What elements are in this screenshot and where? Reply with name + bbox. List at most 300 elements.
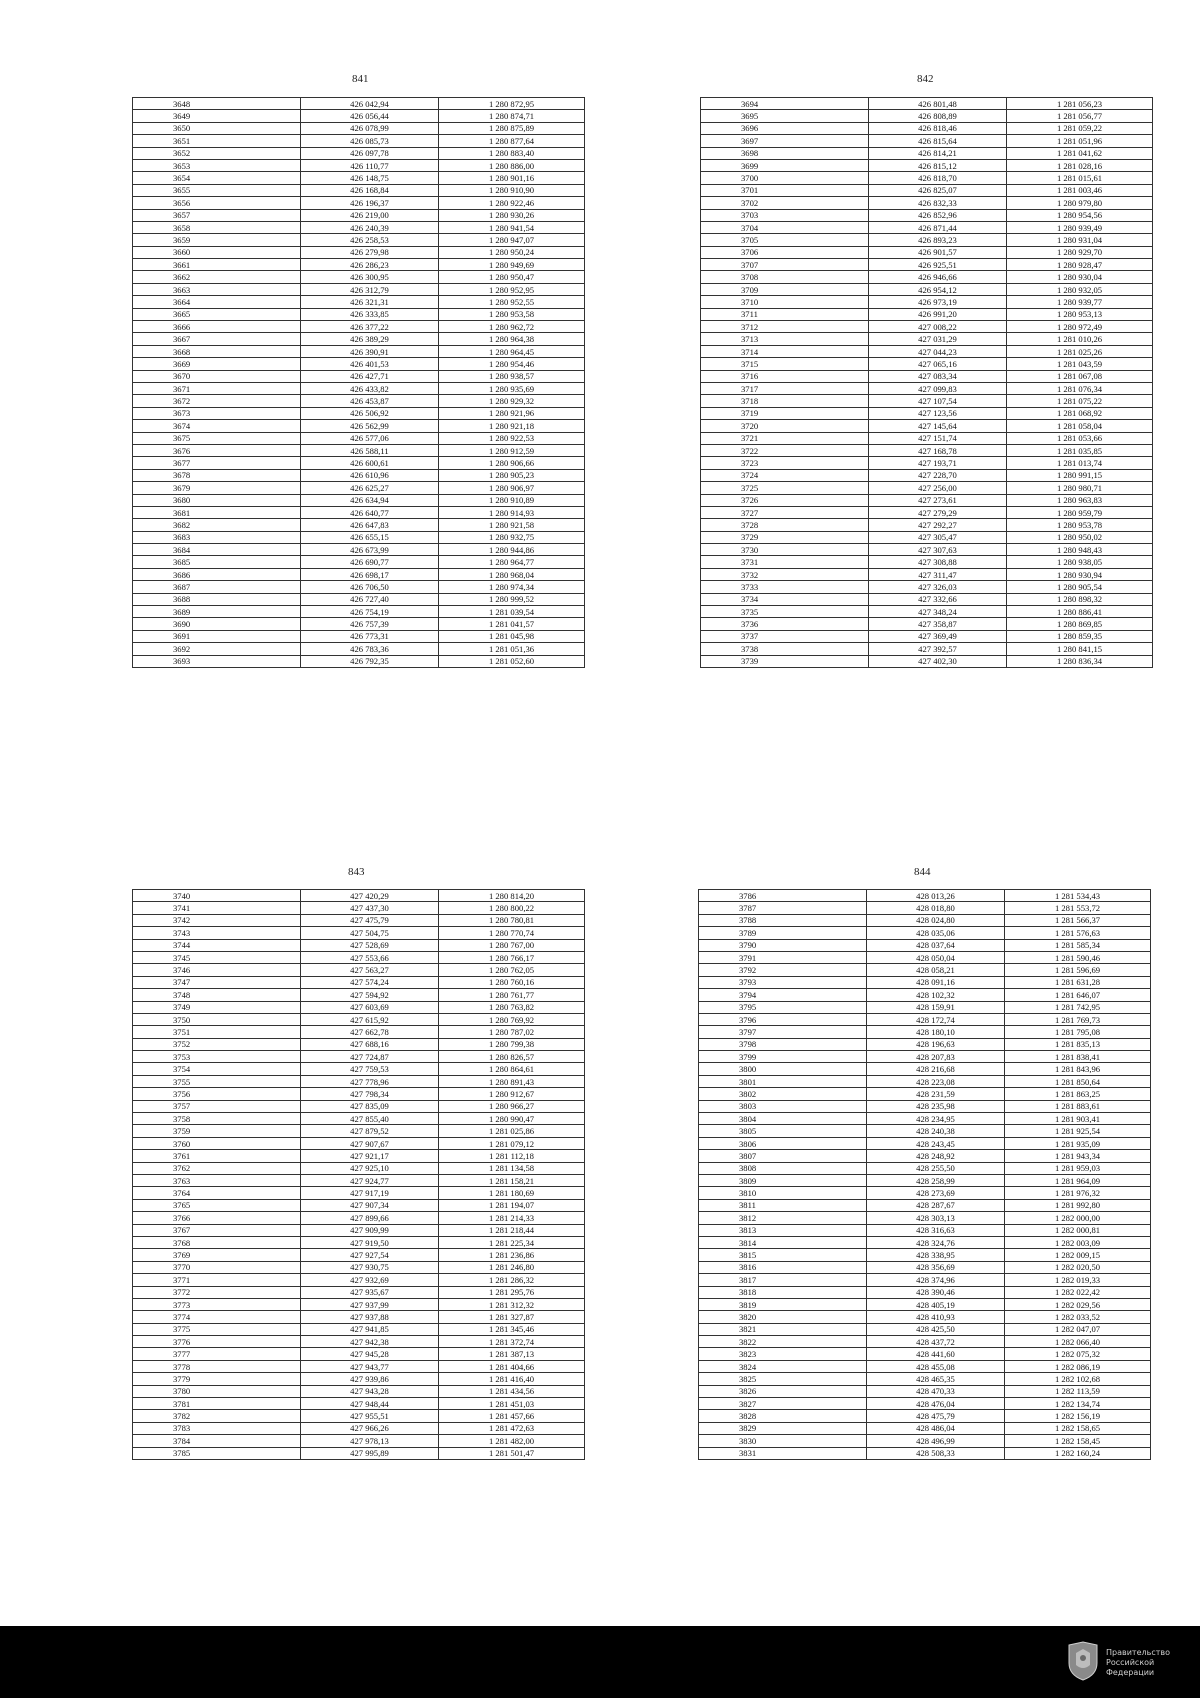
point-number-cell: 3721 bbox=[701, 432, 869, 444]
x-coordinate-cell: 428 159,91 bbox=[867, 1001, 1005, 1013]
y-coordinate-cell: 1 280 914,93 bbox=[439, 506, 585, 518]
x-coordinate-cell: 426 333,85 bbox=[301, 308, 439, 320]
table-row bbox=[699, 1398, 1151, 1410]
x-coordinate-cell: 428 216,68 bbox=[867, 1063, 1005, 1075]
y-coordinate-cell: 1 282 003,09 bbox=[1005, 1236, 1151, 1248]
table-row bbox=[699, 989, 1151, 1001]
y-coordinate-cell: 1 280 999,52 bbox=[439, 593, 585, 605]
y-coordinate-cell: 1 282 022,42 bbox=[1005, 1286, 1151, 1298]
y-coordinate-cell: 1 281 795,08 bbox=[1005, 1026, 1151, 1038]
y-coordinate-cell: 1 281 935,09 bbox=[1005, 1137, 1151, 1149]
point-number-cell: 3728 bbox=[701, 519, 869, 531]
table-row bbox=[133, 519, 585, 531]
point-number-cell: 3828 bbox=[699, 1410, 867, 1422]
x-coordinate-cell: 426 991,20 bbox=[869, 308, 1007, 320]
y-coordinate-cell: 1 281 158,21 bbox=[439, 1174, 585, 1186]
point-number-cell: 3656 bbox=[133, 197, 301, 209]
table-row bbox=[699, 1311, 1151, 1323]
y-coordinate-cell: 1 281 067,08 bbox=[1007, 370, 1153, 382]
y-coordinate-cell: 1 280 964,38 bbox=[439, 333, 585, 345]
point-number-cell: 3781 bbox=[133, 1398, 301, 1410]
table-row bbox=[699, 914, 1151, 926]
point-number-cell: 3701 bbox=[701, 184, 869, 196]
coordinates-table bbox=[132, 97, 585, 668]
table-row bbox=[699, 1298, 1151, 1310]
table-row bbox=[133, 172, 585, 184]
table-row bbox=[133, 618, 585, 630]
table-row bbox=[699, 1348, 1151, 1360]
y-coordinate-cell: 1 280 974,34 bbox=[439, 581, 585, 593]
table-row bbox=[133, 296, 585, 308]
y-coordinate-cell: 1 282 102,68 bbox=[1005, 1373, 1151, 1385]
point-number-cell: 3730 bbox=[701, 544, 869, 556]
x-coordinate-cell: 426 801,48 bbox=[869, 98, 1007, 110]
point-number-cell: 3725 bbox=[701, 482, 869, 494]
x-coordinate-cell: 428 102,32 bbox=[867, 989, 1005, 1001]
x-coordinate-cell: 427 594,92 bbox=[301, 989, 439, 1001]
y-coordinate-cell: 1 281 056,23 bbox=[1007, 98, 1153, 110]
point-number-cell: 3734 bbox=[701, 593, 869, 605]
table-row bbox=[133, 1113, 585, 1125]
point-number-cell: 3803 bbox=[699, 1100, 867, 1112]
point-number-cell: 3731 bbox=[701, 556, 869, 568]
table-row bbox=[133, 1038, 585, 1050]
x-coordinate-cell: 428 324,76 bbox=[867, 1236, 1005, 1248]
x-coordinate-cell: 426 219,00 bbox=[301, 209, 439, 221]
x-coordinate-cell: 426 042,94 bbox=[301, 98, 439, 110]
y-coordinate-cell: 1 280 966,27 bbox=[439, 1100, 585, 1112]
point-number-cell: 3754 bbox=[133, 1063, 301, 1075]
point-number-cell: 3661 bbox=[133, 259, 301, 271]
y-coordinate-cell: 1 281 076,34 bbox=[1007, 382, 1153, 394]
y-coordinate-cell: 1 282 113,59 bbox=[1005, 1385, 1151, 1397]
x-coordinate-cell: 427 392,57 bbox=[869, 643, 1007, 655]
y-coordinate-cell: 1 280 767,00 bbox=[439, 939, 585, 951]
point-number-cell: 3715 bbox=[701, 358, 869, 370]
y-coordinate-cell: 1 280 939,49 bbox=[1007, 221, 1153, 233]
x-coordinate-cell: 427 948,44 bbox=[301, 1398, 439, 1410]
table-row bbox=[701, 147, 1153, 159]
y-coordinate-cell: 1 281 387,13 bbox=[439, 1348, 585, 1360]
point-number-cell: 3785 bbox=[133, 1447, 301, 1459]
x-coordinate-cell: 427 955,51 bbox=[301, 1410, 439, 1422]
point-number-cell: 3774 bbox=[133, 1311, 301, 1323]
coordinates-table bbox=[132, 889, 585, 1460]
x-coordinate-cell: 428 356,69 bbox=[867, 1261, 1005, 1273]
point-number-cell: 3690 bbox=[133, 618, 301, 630]
y-coordinate-cell: 1 281 472,63 bbox=[439, 1422, 585, 1434]
point-number-cell: 3663 bbox=[133, 283, 301, 295]
point-number-cell: 3766 bbox=[133, 1212, 301, 1224]
x-coordinate-cell: 427 420,29 bbox=[301, 890, 439, 902]
point-number-cell: 3783 bbox=[133, 1422, 301, 1434]
point-number-cell: 3741 bbox=[133, 902, 301, 914]
y-coordinate-cell: 1 280 931,04 bbox=[1007, 234, 1153, 246]
y-coordinate-cell: 1 281 457,66 bbox=[439, 1410, 585, 1422]
x-coordinate-cell: 428 475,79 bbox=[867, 1410, 1005, 1422]
x-coordinate-cell: 428 465,35 bbox=[867, 1373, 1005, 1385]
y-coordinate-cell: 1 281 850,64 bbox=[1005, 1075, 1151, 1087]
point-number-cell: 3659 bbox=[133, 234, 301, 246]
table-row bbox=[133, 1373, 585, 1385]
point-number-cell: 3694 bbox=[701, 98, 869, 110]
table-row bbox=[133, 1274, 585, 1286]
x-coordinate-cell: 428 240,38 bbox=[867, 1125, 1005, 1137]
x-coordinate-cell: 427 168,78 bbox=[869, 444, 1007, 456]
x-coordinate-cell: 428 390,46 bbox=[867, 1286, 1005, 1298]
point-number-cell: 3771 bbox=[133, 1274, 301, 1286]
point-number-cell: 3801 bbox=[699, 1075, 867, 1087]
point-number-cell: 3820 bbox=[699, 1311, 867, 1323]
table-row bbox=[701, 159, 1153, 171]
table-row bbox=[701, 172, 1153, 184]
table-row bbox=[699, 1360, 1151, 1372]
x-coordinate-cell: 427 943,28 bbox=[301, 1385, 439, 1397]
x-coordinate-cell: 428 172,74 bbox=[867, 1013, 1005, 1025]
y-coordinate-cell: 1 280 922,46 bbox=[439, 197, 585, 209]
table-row bbox=[699, 1150, 1151, 1162]
y-coordinate-cell: 1 280 864,61 bbox=[439, 1063, 585, 1075]
x-coordinate-cell: 427 995,89 bbox=[301, 1447, 439, 1459]
table-row bbox=[133, 370, 585, 382]
point-number-cell: 3650 bbox=[133, 122, 301, 134]
point-number-cell: 3804 bbox=[699, 1113, 867, 1125]
point-number-cell: 3722 bbox=[701, 444, 869, 456]
point-number-cell: 3752 bbox=[133, 1038, 301, 1050]
y-coordinate-cell: 1 280 922,53 bbox=[439, 432, 585, 444]
y-coordinate-cell: 1 280 921,18 bbox=[439, 420, 585, 432]
point-number-cell: 3830 bbox=[699, 1435, 867, 1447]
y-coordinate-cell: 1 281 925,54 bbox=[1005, 1125, 1151, 1137]
x-coordinate-cell: 427 402,30 bbox=[869, 655, 1007, 667]
y-coordinate-cell: 1 280 952,55 bbox=[439, 296, 585, 308]
y-coordinate-cell: 1 280 762,05 bbox=[439, 964, 585, 976]
x-coordinate-cell: 427 083,34 bbox=[869, 370, 1007, 382]
point-number-cell: 3727 bbox=[701, 506, 869, 518]
table-row bbox=[133, 271, 585, 283]
point-number-cell: 3817 bbox=[699, 1274, 867, 1286]
point-number-cell: 3764 bbox=[133, 1187, 301, 1199]
table-row bbox=[133, 259, 585, 271]
x-coordinate-cell: 427 927,54 bbox=[301, 1249, 439, 1261]
table-row bbox=[133, 420, 585, 432]
point-number-cell: 3670 bbox=[133, 370, 301, 382]
table-row bbox=[133, 147, 585, 159]
table-row bbox=[133, 939, 585, 951]
y-coordinate-cell: 1 281 058,04 bbox=[1007, 420, 1153, 432]
y-coordinate-cell: 1 281 631,28 bbox=[1005, 976, 1151, 988]
y-coordinate-cell: 1 281 035,85 bbox=[1007, 444, 1153, 456]
y-coordinate-cell: 1 281 372,74 bbox=[439, 1336, 585, 1348]
table-row bbox=[701, 283, 1153, 295]
x-coordinate-cell: 426 097,78 bbox=[301, 147, 439, 159]
point-number-cell: 3770 bbox=[133, 1261, 301, 1273]
x-coordinate-cell: 427 917,19 bbox=[301, 1187, 439, 1199]
y-coordinate-cell: 1 280 954,46 bbox=[439, 358, 585, 370]
table-row bbox=[133, 951, 585, 963]
point-number-cell: 3680 bbox=[133, 494, 301, 506]
y-coordinate-cell: 1 282 009,15 bbox=[1005, 1249, 1151, 1261]
table-row bbox=[699, 1385, 1151, 1397]
point-number-cell: 3742 bbox=[133, 914, 301, 926]
point-number-cell: 3799 bbox=[699, 1051, 867, 1063]
table-row bbox=[133, 234, 585, 246]
x-coordinate-cell: 427 358,87 bbox=[869, 618, 1007, 630]
y-coordinate-cell: 1 280 939,77 bbox=[1007, 296, 1153, 308]
table-row bbox=[133, 927, 585, 939]
y-coordinate-cell: 1 280 763,82 bbox=[439, 1001, 585, 1013]
table-row bbox=[701, 655, 1153, 667]
y-coordinate-cell: 1 280 836,34 bbox=[1007, 655, 1153, 667]
x-coordinate-cell: 427 615,92 bbox=[301, 1013, 439, 1025]
table-row bbox=[133, 1286, 585, 1298]
table-row bbox=[701, 407, 1153, 419]
point-number-cell: 3811 bbox=[699, 1199, 867, 1211]
point-number-cell: 3664 bbox=[133, 296, 301, 308]
y-coordinate-cell: 1 280 950,02 bbox=[1007, 531, 1153, 543]
x-coordinate-cell: 427 925,10 bbox=[301, 1162, 439, 1174]
table-row bbox=[133, 1187, 585, 1199]
table-row bbox=[133, 345, 585, 357]
point-number-cell: 3653 bbox=[133, 159, 301, 171]
table-row bbox=[133, 1422, 585, 1434]
y-coordinate-cell: 1 281 112,18 bbox=[439, 1150, 585, 1162]
y-coordinate-cell: 1 281 590,46 bbox=[1005, 951, 1151, 963]
y-coordinate-cell: 1 280 877,64 bbox=[439, 135, 585, 147]
table-row bbox=[133, 1150, 585, 1162]
y-coordinate-cell: 1 280 898,32 bbox=[1007, 593, 1153, 605]
table-row bbox=[701, 457, 1153, 469]
y-coordinate-cell: 1 281 943,34 bbox=[1005, 1150, 1151, 1162]
point-number-cell: 3789 bbox=[699, 927, 867, 939]
point-number-cell: 3808 bbox=[699, 1162, 867, 1174]
point-number-cell: 3686 bbox=[133, 568, 301, 580]
point-number-cell: 3792 bbox=[699, 964, 867, 976]
point-number-cell: 3745 bbox=[133, 951, 301, 963]
point-number-cell: 3660 bbox=[133, 246, 301, 258]
x-coordinate-cell: 428 207,83 bbox=[867, 1051, 1005, 1063]
x-coordinate-cell: 428 470,33 bbox=[867, 1385, 1005, 1397]
point-number-cell: 3765 bbox=[133, 1199, 301, 1211]
x-coordinate-cell: 427 798,34 bbox=[301, 1088, 439, 1100]
y-coordinate-cell: 1 281 482,00 bbox=[439, 1435, 585, 1447]
point-number-cell: 3723 bbox=[701, 457, 869, 469]
point-number-cell: 3829 bbox=[699, 1422, 867, 1434]
point-number-cell: 3718 bbox=[701, 395, 869, 407]
x-coordinate-cell: 426 773,31 bbox=[301, 630, 439, 642]
point-number-cell: 3711 bbox=[701, 308, 869, 320]
table-row bbox=[701, 568, 1153, 580]
point-number-cell: 3743 bbox=[133, 927, 301, 939]
table-row bbox=[133, 1261, 585, 1273]
x-coordinate-cell: 426 562,99 bbox=[301, 420, 439, 432]
table-row bbox=[699, 1336, 1151, 1348]
x-coordinate-cell: 428 234,95 bbox=[867, 1113, 1005, 1125]
table-row bbox=[133, 1088, 585, 1100]
y-coordinate-cell: 1 281 416,40 bbox=[439, 1373, 585, 1385]
table-row bbox=[701, 246, 1153, 258]
point-number-cell: 3809 bbox=[699, 1174, 867, 1186]
point-number-cell: 3779 bbox=[133, 1373, 301, 1385]
x-coordinate-cell: 426 815,12 bbox=[869, 159, 1007, 171]
table-row bbox=[701, 531, 1153, 543]
y-coordinate-cell: 1 281 451,03 bbox=[439, 1398, 585, 1410]
point-number-cell: 3679 bbox=[133, 482, 301, 494]
x-coordinate-cell: 427 574,24 bbox=[301, 976, 439, 988]
x-coordinate-cell: 427 932,69 bbox=[301, 1274, 439, 1286]
point-number-cell: 3649 bbox=[133, 110, 301, 122]
y-coordinate-cell: 1 281 883,61 bbox=[1005, 1100, 1151, 1112]
x-coordinate-cell: 427 937,99 bbox=[301, 1298, 439, 1310]
x-coordinate-cell: 427 855,40 bbox=[301, 1113, 439, 1125]
y-coordinate-cell: 1 282 047,07 bbox=[1005, 1323, 1151, 1335]
x-coordinate-cell: 426 279,98 bbox=[301, 246, 439, 258]
x-coordinate-cell: 426 389,29 bbox=[301, 333, 439, 345]
y-coordinate-cell: 1 280 929,70 bbox=[1007, 246, 1153, 258]
x-coordinate-cell: 428 058,21 bbox=[867, 964, 1005, 976]
y-coordinate-cell: 1 282 000,00 bbox=[1005, 1212, 1151, 1224]
table-row bbox=[133, 283, 585, 295]
y-coordinate-cell: 1 280 787,02 bbox=[439, 1026, 585, 1038]
y-coordinate-cell: 1 282 075,32 bbox=[1005, 1348, 1151, 1360]
table-row bbox=[699, 1174, 1151, 1186]
x-coordinate-cell: 427 935,67 bbox=[301, 1286, 439, 1298]
y-coordinate-cell: 1 280 968,04 bbox=[439, 568, 585, 580]
x-coordinate-cell: 426 792,35 bbox=[301, 655, 439, 667]
table-row bbox=[701, 234, 1153, 246]
table-row bbox=[133, 358, 585, 370]
table-row bbox=[133, 1001, 585, 1013]
x-coordinate-cell: 426 727,40 bbox=[301, 593, 439, 605]
y-coordinate-cell: 1 282 158,45 bbox=[1005, 1435, 1151, 1447]
y-coordinate-cell: 1 281 134,58 bbox=[439, 1162, 585, 1174]
table-row bbox=[133, 308, 585, 320]
table-row bbox=[133, 606, 585, 618]
table-row bbox=[699, 1088, 1151, 1100]
point-number-cell: 3712 bbox=[701, 321, 869, 333]
x-coordinate-cell: 427 193,71 bbox=[869, 457, 1007, 469]
table-row bbox=[133, 544, 585, 556]
point-number-cell: 3772 bbox=[133, 1286, 301, 1298]
point-number-cell: 3665 bbox=[133, 308, 301, 320]
y-coordinate-cell: 1 282 033,52 bbox=[1005, 1311, 1151, 1323]
y-coordinate-cell: 1 281 964,09 bbox=[1005, 1174, 1151, 1186]
x-coordinate-cell: 426 893,23 bbox=[869, 234, 1007, 246]
point-number-cell: 3794 bbox=[699, 989, 867, 1001]
x-coordinate-cell: 428 091,16 bbox=[867, 976, 1005, 988]
point-number-cell: 3706 bbox=[701, 246, 869, 258]
x-coordinate-cell: 428 018,80 bbox=[867, 902, 1005, 914]
point-number-cell: 3726 bbox=[701, 494, 869, 506]
x-coordinate-cell: 426 814,21 bbox=[869, 147, 1007, 159]
point-number-cell: 3652 bbox=[133, 147, 301, 159]
x-coordinate-cell: 427 930,75 bbox=[301, 1261, 439, 1273]
point-number-cell: 3713 bbox=[701, 333, 869, 345]
y-coordinate-cell: 1 281 742,95 bbox=[1005, 1001, 1151, 1013]
y-coordinate-cell: 1 280 874,71 bbox=[439, 110, 585, 122]
y-coordinate-cell: 1 280 991,15 bbox=[1007, 469, 1153, 481]
page-number: 841 bbox=[352, 73, 369, 85]
y-coordinate-cell: 1 281 075,22 bbox=[1007, 395, 1153, 407]
table-row bbox=[699, 1075, 1151, 1087]
x-coordinate-cell: 427 369,49 bbox=[869, 630, 1007, 642]
x-coordinate-cell: 428 437,72 bbox=[867, 1336, 1005, 1348]
point-number-cell: 3796 bbox=[699, 1013, 867, 1025]
table-row bbox=[133, 494, 585, 506]
y-coordinate-cell: 1 281 959,03 bbox=[1005, 1162, 1151, 1174]
table-row bbox=[699, 1013, 1151, 1025]
y-coordinate-cell: 1 281 041,57 bbox=[439, 618, 585, 630]
coat-of-arms-icon bbox=[1066, 1641, 1100, 1681]
point-number-cell: 3707 bbox=[701, 259, 869, 271]
page-number: 844 bbox=[914, 866, 931, 878]
y-coordinate-cell: 1 281 838,41 bbox=[1005, 1051, 1151, 1063]
y-coordinate-cell: 1 281 327,87 bbox=[439, 1311, 585, 1323]
y-coordinate-cell: 1 280 941,54 bbox=[439, 221, 585, 233]
point-number-cell: 3821 bbox=[699, 1323, 867, 1335]
y-coordinate-cell: 1 280 953,58 bbox=[439, 308, 585, 320]
point-number-cell: 3668 bbox=[133, 345, 301, 357]
y-coordinate-cell: 1 280 800,22 bbox=[439, 902, 585, 914]
x-coordinate-cell: 427 145,64 bbox=[869, 420, 1007, 432]
table-row bbox=[133, 1360, 585, 1372]
point-number-cell: 3717 bbox=[701, 382, 869, 394]
table-row bbox=[133, 432, 585, 444]
y-coordinate-cell: 1 281 041,62 bbox=[1007, 147, 1153, 159]
point-number-cell: 3749 bbox=[133, 1001, 301, 1013]
table-row bbox=[701, 519, 1153, 531]
page-number: 842 bbox=[917, 73, 934, 85]
point-number-cell: 3672 bbox=[133, 395, 301, 407]
y-coordinate-cell: 1 280 964,45 bbox=[439, 345, 585, 357]
table-row bbox=[133, 246, 585, 258]
table-row bbox=[699, 1373, 1151, 1385]
table-row bbox=[701, 135, 1153, 147]
point-number-cell: 3695 bbox=[701, 110, 869, 122]
y-coordinate-cell: 1 280 953,13 bbox=[1007, 308, 1153, 320]
y-coordinate-cell: 1 280 799,38 bbox=[439, 1038, 585, 1050]
point-number-cell: 3705 bbox=[701, 234, 869, 246]
x-coordinate-cell: 426 754,19 bbox=[301, 606, 439, 618]
x-coordinate-cell: 427 899,66 bbox=[301, 1212, 439, 1224]
x-coordinate-cell: 426 818,46 bbox=[869, 122, 1007, 134]
y-coordinate-cell: 1 280 921,96 bbox=[439, 407, 585, 419]
x-coordinate-cell: 426 401,53 bbox=[301, 358, 439, 370]
table-row bbox=[133, 382, 585, 394]
x-coordinate-cell: 427 688,16 bbox=[301, 1038, 439, 1050]
y-coordinate-cell: 1 281 769,73 bbox=[1005, 1013, 1151, 1025]
point-number-cell: 3729 bbox=[701, 531, 869, 543]
x-coordinate-cell: 427 256,00 bbox=[869, 482, 1007, 494]
x-coordinate-cell: 427 292,27 bbox=[869, 519, 1007, 531]
x-coordinate-cell: 426 815,64 bbox=[869, 135, 1007, 147]
table-row bbox=[699, 1162, 1151, 1174]
y-coordinate-cell: 1 281 566,37 bbox=[1005, 914, 1151, 926]
point-number-cell: 3812 bbox=[699, 1212, 867, 1224]
y-coordinate-cell: 1 281 312,32 bbox=[439, 1298, 585, 1310]
x-coordinate-cell: 426 871,44 bbox=[869, 221, 1007, 233]
point-number-cell: 3761 bbox=[133, 1150, 301, 1162]
point-number-cell: 3793 bbox=[699, 976, 867, 988]
y-coordinate-cell: 1 282 158,65 bbox=[1005, 1422, 1151, 1434]
y-coordinate-cell: 1 280 980,71 bbox=[1007, 482, 1153, 494]
point-number-cell: 3825 bbox=[699, 1373, 867, 1385]
table-row bbox=[701, 321, 1153, 333]
y-coordinate-cell: 1 280 760,16 bbox=[439, 976, 585, 988]
table-row bbox=[699, 1286, 1151, 1298]
y-coordinate-cell: 1 281 079,12 bbox=[439, 1137, 585, 1149]
point-number-cell: 3655 bbox=[133, 184, 301, 196]
